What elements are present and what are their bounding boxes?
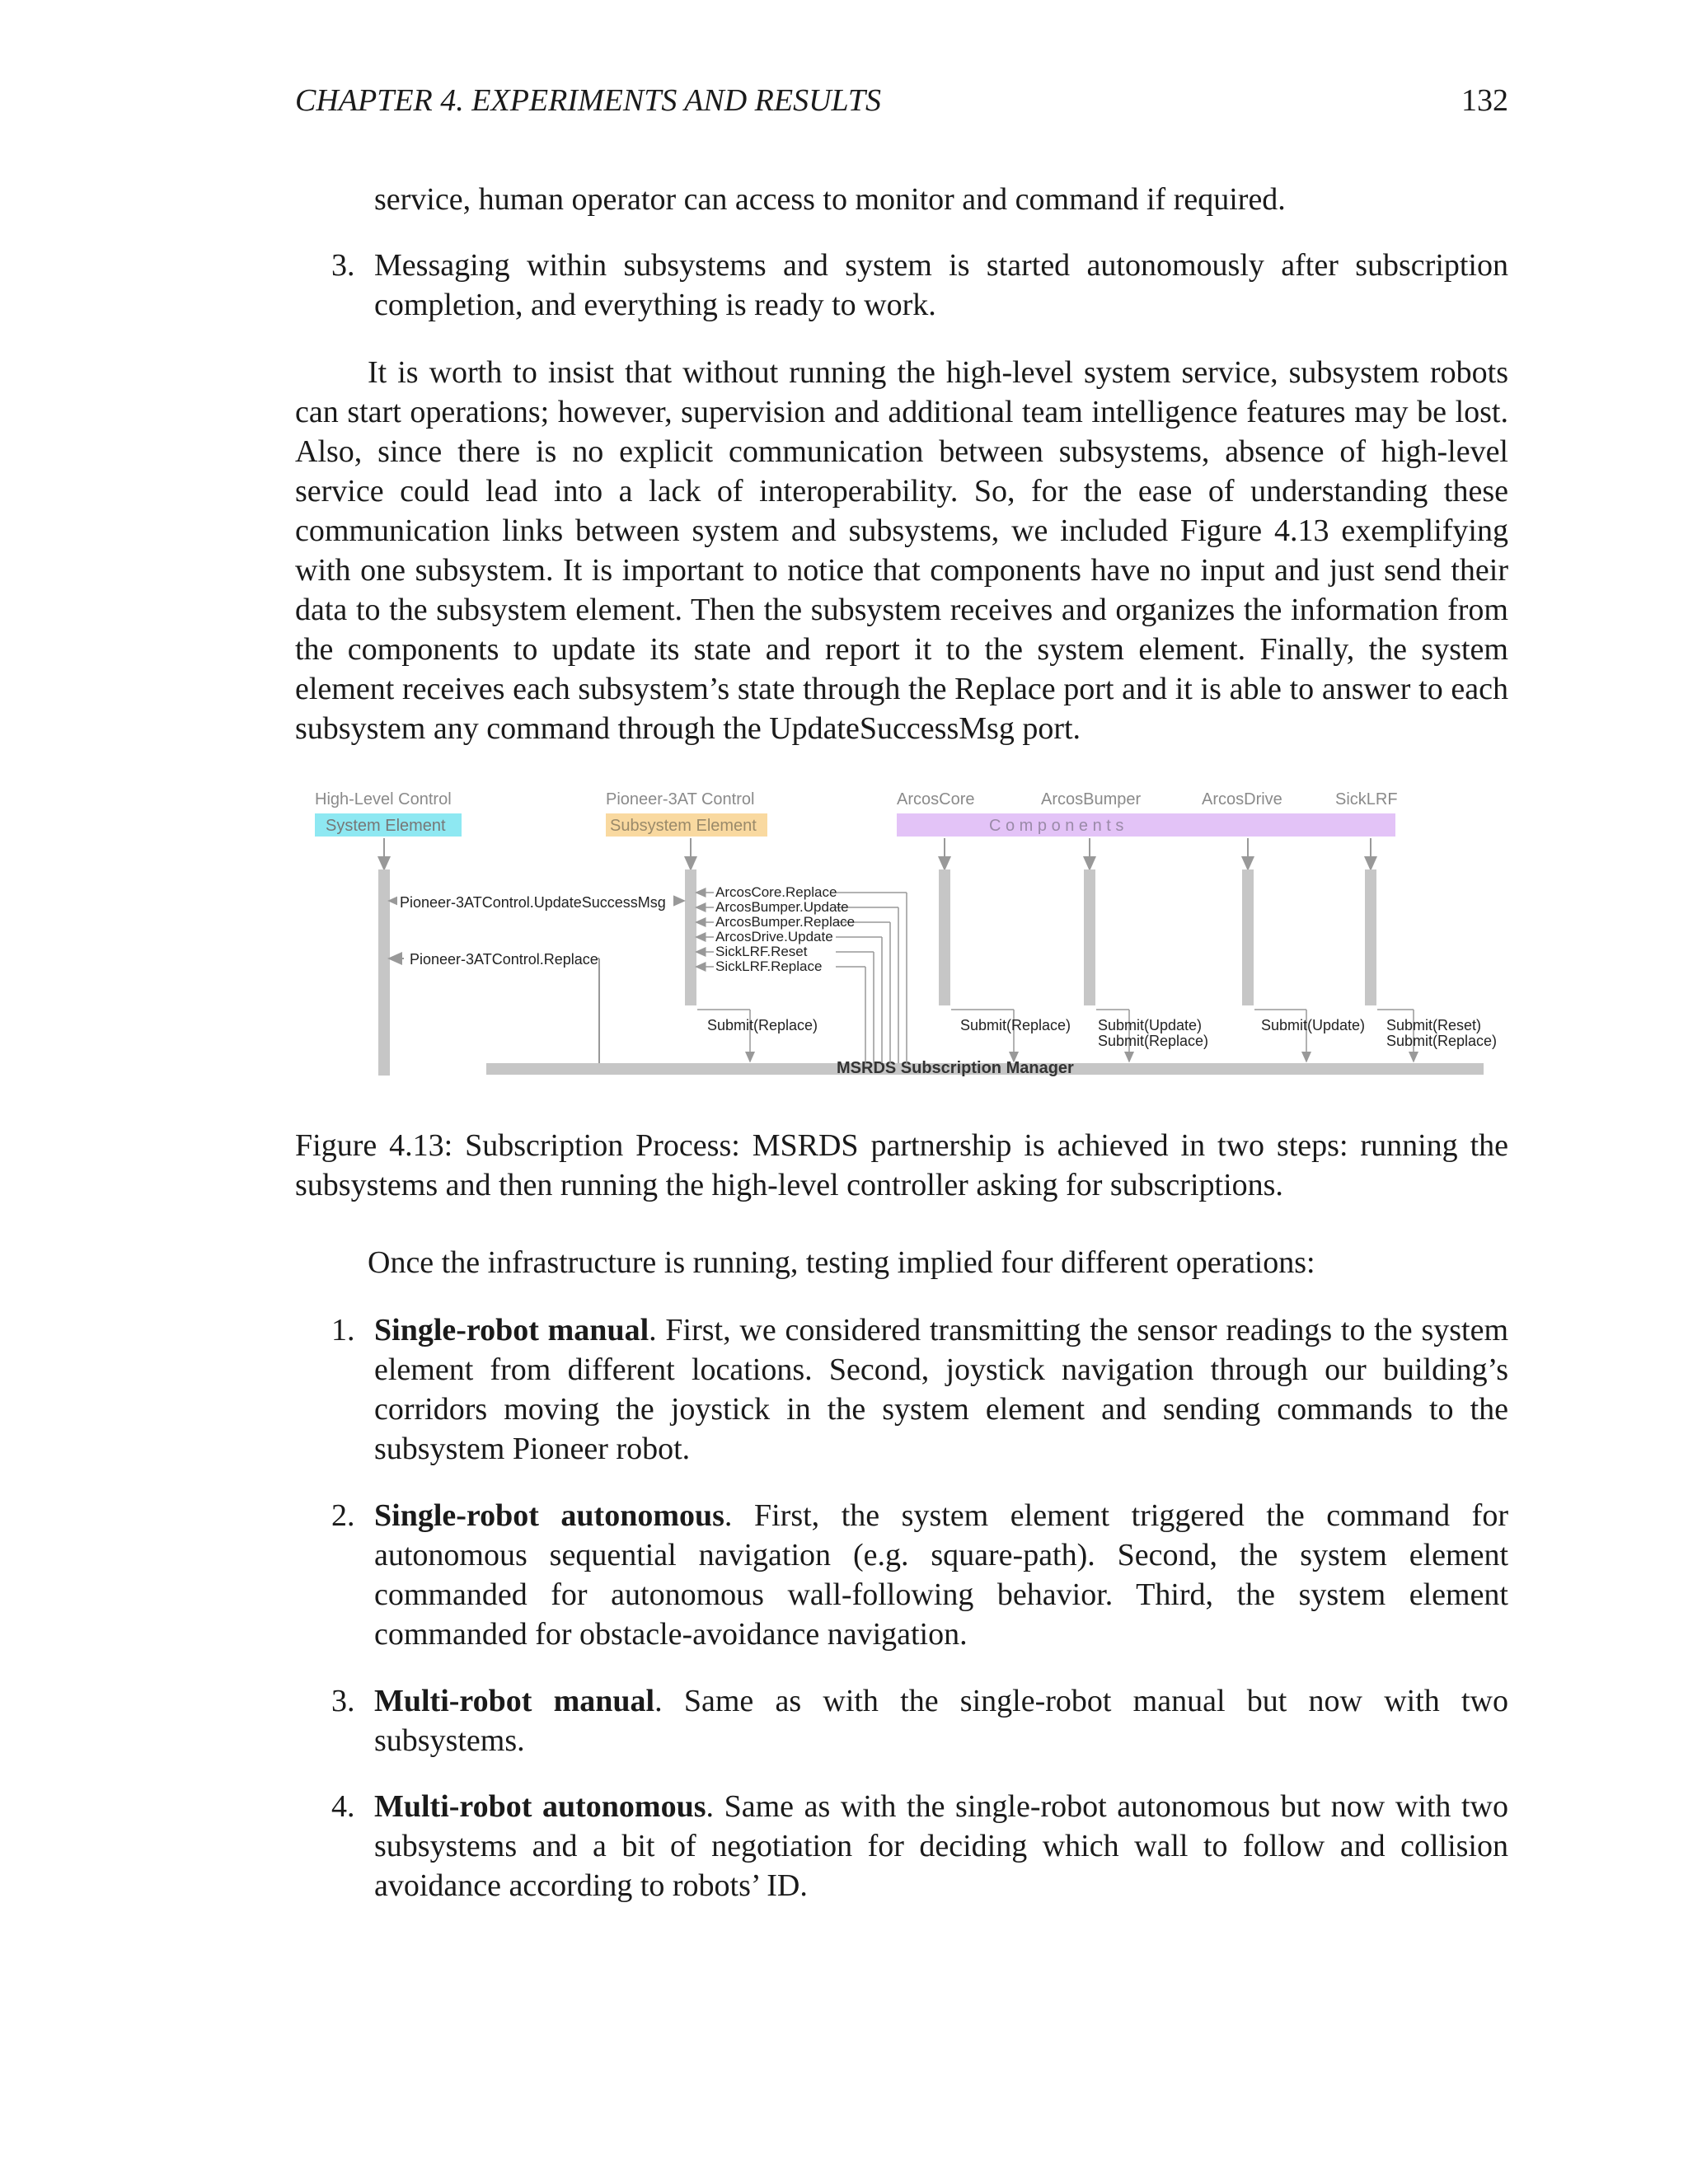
label-pioneer-control: Pioneer-3AT Control [606,790,755,808]
label-sick-lrf: SickLRF [1335,790,1398,808]
list-text: Messaging within subsystems and system is started autonomously after subscription completion, and everything is ready to work. [374,248,1508,322]
paragraph-2: Once the infrastructure is running, testing implied four different operations: [368,1245,1315,1280]
label-subsystem-element: Subsystem Element [610,817,757,835]
subsystem-lifeline [685,869,696,1005]
operation-text: . First, the system element triggered the command for autonomous sequential navigation (e.g. square-path). Second, the system element commanded for autonomous wall-following behavior. Third, the system element commanded for obstacle-avoidance navigation. [374,1498,1508,1652]
label-control-replace: Pioneer-3ATControl.Replace [410,951,598,968]
label-high-level-control: High-Level Control [315,790,452,808]
operation-text: . Same as with the single-robot autonomous but now with two subsystems and a bit of negotiation for deciding which wall to follow and collision avoidance according to robots’ ID. [374,1789,1509,1903]
label-arcos-core: ArcosCore [897,790,975,808]
label-submit-bumper-update: Submit(Update) [1098,1017,1203,1033]
label-submit-core: Submit(Replace) [960,1017,1071,1033]
label-system-element: System Element [326,817,446,835]
operation-text: . First, we considered transmitting the sensor readings to the system element from different locations. Second, joystick navigation through our building’s corridors moving the joystick in the system element and sending commands to the subsystem Pioneer robot. [374,1313,1508,1466]
port-arcos-bumper-update: ArcosBumper.Update [715,899,849,915]
figure-caption: Figure 4.13: Subscription Process: MSRDS partnership is achieved in two steps: running the subsystems and then running the high-level controller asking for subscriptions. [295,1128,1508,1202]
top-continuation: service, human operator can access to monitor and command if required. [374,182,1286,217]
list-number: 3. [331,248,355,283]
operation-item [295,1787,1508,1905]
top-list-item [295,246,1508,325]
arcos-core-lifeline [939,869,950,1005]
operation-number: 4. [331,1789,355,1824]
port-sick-lrf-reset: SickLRF.Reset [715,944,808,959]
operation-number: 3. [331,1684,355,1718]
chapter-title: CHAPTER 4. EXPERIMENTS AND RESULTS [295,83,882,118]
system-lifeline [378,869,390,1076]
operation-text: . Same as with the single-robot manual but now with two subsystems. [374,1684,1508,1758]
port-arcos-drive-update: ArcosDrive.Update [715,929,833,944]
port-sick-lrf-replace: SickLRF.Replace [715,958,823,974]
label-submit-drive: Submit(Update) [1261,1017,1366,1033]
label-arcos-drive: ArcosDrive [1202,790,1282,808]
operation-title: Single-robot autonomous [374,1498,724,1533]
label-submit-subsystem: Submit(Replace) [707,1017,818,1033]
page-number: 132 [1461,83,1508,118]
port-arcos-bumper-replace: ArcosBumper.Replace [715,914,856,930]
label-submit-sick-reset: Submit(Reset) [1386,1017,1482,1033]
port-list [697,884,907,1063]
label-update-success-msg: Pioneer-3ATControl.UpdateSuccessMsg [400,894,666,911]
label-submit-sick-replace: Submit(Replace) [1386,1033,1498,1049]
label-components: C o m p o n e n t s [989,817,1124,835]
subscription-diagram [305,787,1500,1100]
operation-title: Multi-robot autonomous [374,1789,706,1824]
operation-number: 2. [331,1498,355,1533]
operation-number: 1. [331,1313,355,1347]
operation-item [295,1681,1508,1760]
label-submit-bumper-replace: Submit(Replace) [1098,1033,1209,1049]
paragraph-1: It is worth to insist that without running the high-level system service, subsystem robots can start operations; however, supervision and additional team intelligence features may be lost. Also, since there is no explicit communication between subsystems, absence of high-level service could lead into a lack of interoperability. So, for the ease of understanding these communication links between system and subsystems, we included Figure 4.13 exemplifying with one subsystem. It is important to notice that components have no input and just send their data to the subsystem element. Then the subsystem receives and organizes the information from the components to update its state and report it to the system element. Finally, the system element receives each subsystem’s state through the Replace port and it is able to answer to each subsystem any command through the UpdateSuccessMsg port. [295,355,1508,746]
operation-item [295,1310,1508,1469]
label-subscription-manager: MSRDS Subscription Manager [837,1059,1074,1077]
arcos-drive-lifeline [1242,869,1254,1005]
components-box [897,813,1395,837]
sick-lrf-lifeline [1365,869,1376,1005]
port-arcos-core-replace: ArcosCore.Replace [715,884,837,900]
arcos-bumper-lifeline [1084,869,1095,1005]
operation-title: Single-robot manual [374,1313,649,1347]
operation-item [295,1496,1508,1654]
label-arcos-bumper: ArcosBumper [1041,790,1142,808]
operation-title: Multi-robot manual [374,1684,655,1718]
